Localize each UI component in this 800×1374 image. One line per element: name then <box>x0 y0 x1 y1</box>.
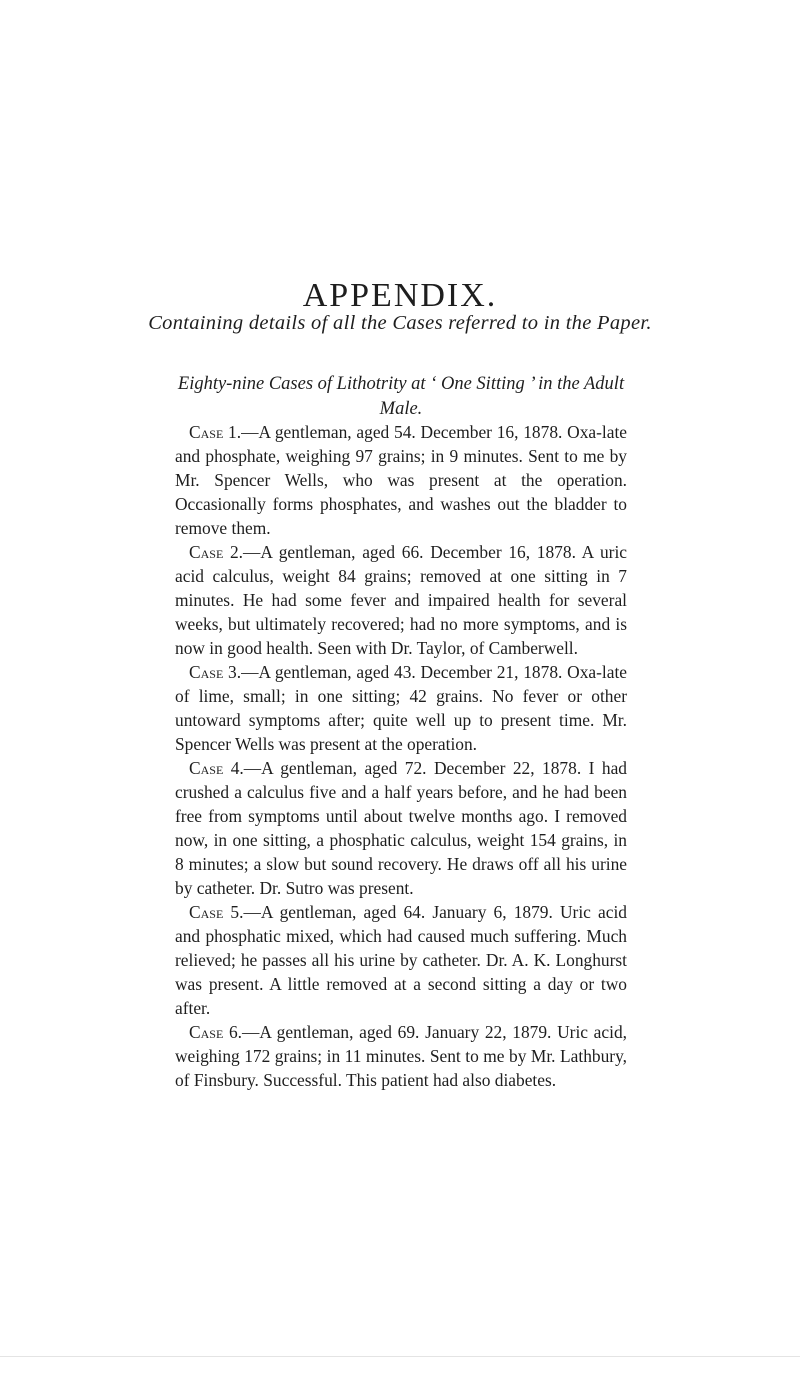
case-text: —A gentleman, aged 43. December 21, 1878. Oxa-late of lime, small; in one sitting; 42 grains. No fever or other untoward symptoms after; quite well up to present time. Mr. Spencer Wells was present at the operation. <box>175 662 627 754</box>
page-edge-divider <box>0 1356 800 1357</box>
case-paragraph <box>175 420 627 540</box>
case-label: Case 3. <box>189 662 242 682</box>
case-label: Case 4. <box>189 758 244 778</box>
case-paragraph <box>175 1020 627 1092</box>
appendix-title: APPENDIX. <box>302 276 498 314</box>
appendix-subtitle: Containing details of all the Cases referred to in the Paper. <box>148 312 652 334</box>
case-paragraph <box>175 900 627 1020</box>
case-paragraph <box>175 540 627 660</box>
case-text: —A gentleman, aged 66. December 16, 1878. A uric acid calculus, weight 84 grains; removed at one sitting in 7 minutes. He had some fever and impaired health for several weeks, but ultimately recovered; had no more symptoms, and is now in good health. Seen with Dr. Taylor, of Camberwell. <box>175 542 628 658</box>
case-list <box>175 420 627 1092</box>
case-label: Case 5. <box>189 902 244 922</box>
case-text: —A gentleman, aged 69. January 22, 1879. Uric acid, weighing 172 grains; in 11 minutes. Sent to me by Mr. Lathbury, of Finsbury. Successful. This patient had also diabetes. <box>175 1022 627 1090</box>
case-text: —A gentleman, aged 72. December 22, 1878. I had crushed a calculus five and a half years before, and he had been free from symptoms until about twelve months ago. I removed now, in one sitting, a phosphatic calculus, weight 154 grains, in 8 minutes; a slow but sound recovery. He draws off all his urine by catheter. Dr. Sutro was present. <box>175 758 627 898</box>
section-heading: Eighty-nine Cases of Lithotrity at ‘ One Sitting ’ in the Adult Male. <box>177 374 625 419</box>
case-label: Case 1. <box>189 422 242 442</box>
case-label: Case 6. <box>189 1022 242 1042</box>
case-text: —A gentleman, aged 54. December 16, 1878. Oxa-late and phosphate, weighing 97 grains; in 9 minutes. Sent to me by Mr. Spencer Wells, who was present at the operation. Occasionally forms phosphates, and washes out the bladder to remove them. <box>175 422 627 538</box>
case-label: Case 2. <box>189 542 244 562</box>
case-paragraph <box>175 660 627 756</box>
case-paragraph <box>175 756 627 900</box>
case-text: —A gentleman, aged 64. January 6, 1879. Uric acid and phosphatic mixed, which had caused much suffering. Much relieved; he passes all his urine by catheter. Dr. A. K. Longhurst was present. A little removed at a second sitting a day or two after. <box>175 902 627 1018</box>
